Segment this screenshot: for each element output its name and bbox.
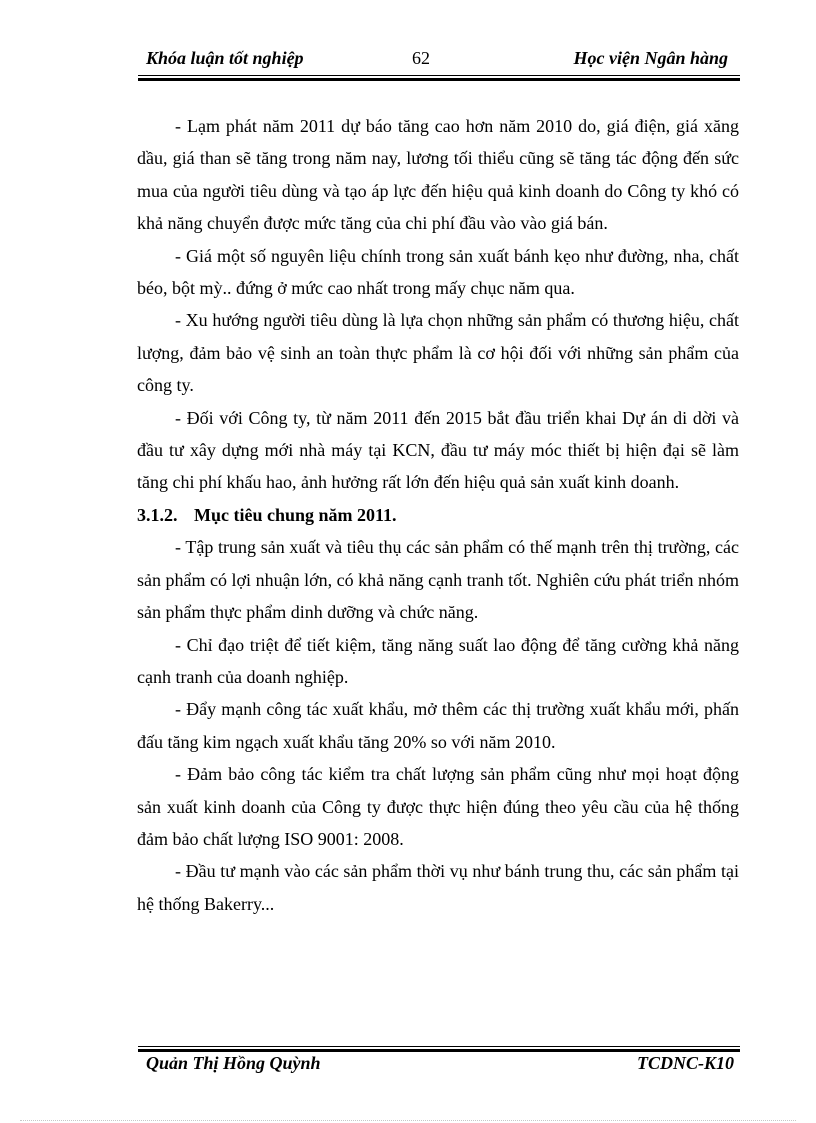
paragraph-cost-saving: - Chỉ đạo triệt để tiết kiệm, tăng năng suất lao động để tăng cường khả năng cạnh tranh của doanh nghiệp. — [137, 634, 739, 687]
paragraph-focus-production: - Tập trung sản xuất và tiêu thụ các sản phẩm có thế mạnh trên thị trường, các sản phẩm có lợi nhuận lớn, có khả năng cạnh tranh tốt. Nghiên cứu phát triển nhóm sản phẩm thực phẩm dinh dưỡng và chức năng. — [137, 537, 739, 623]
paragraph-quality-control: - Đảm bảo công tác kiểm tra chất lượng sản phẩm cũng như mọi hoạt động sản xuất kinh doanh của Công ty được thực hiện đúng theo yêu cầu của hệ thống đảm bảo chất lượng ISO 9001: 2008. — [137, 764, 739, 849]
header-institution: Học viện Ngân hàng — [573, 48, 728, 68]
paragraph-material-prices: - Giá một số nguyên liệu chính trong sản xuất bánh kẹo như đường, nha, chất béo, bột mỳ.. đứng ở mức cao nhất trong mấy chục năm qua. — [137, 245, 739, 299]
section-number: 3.1.2. — [137, 504, 178, 525]
paragraph-seasonal-products: - Đầu tư mạnh vào các sản phẩm thời vụ như bánh trung thu, các sản phẩm tại hệ thống Bakerry... — [137, 861, 739, 914]
paragraph-inflation: - Lạm phát năm 2011 dự báo tăng cao hơn năm 2010 do, giá điện, giá xăng dầu, giá than sẽ tăng trong năm nay, lương tối thiểu cũng sẽ tăng tác động đến sức mua của người tiêu dùng và tạo áp lực đến hiệu quả kinh doanh do Công ty khó có khả năng chuyển được mức tăng của chi phí đầu vào vào giá bán. — [137, 116, 739, 234]
footer-author: Quản Thị Hồng Quỳnh — [146, 1053, 321, 1073]
page-body — [137, 110, 739, 920]
section-heading — [137, 499, 739, 531]
footer-class-code: TCDNC-K10 — [636, 1053, 734, 1073]
page-footer — [138, 1053, 740, 1077]
section-title: Mục tiêu chung năm 2011. — [194, 504, 397, 525]
paragraph-relocation-project: - Đối với Công ty, từ năm 2011 đến 2015 bắt đầu triển khai Dự án di dời và đầu tư xây dựng mới nhà máy tại KCN, đầu tư máy móc thiết bị hiện đại sẽ làm tăng chi phí khấu hao, ảnh hưởng rất lớn đến hiệu quả sản xuất kinh doanh. — [137, 407, 739, 493]
page-bottom-border — [20, 1120, 796, 1121]
page-number: 62 — [412, 48, 430, 68]
header-divider — [138, 75, 740, 81]
page-header — [138, 48, 740, 72]
paragraph-export: - Đẩy mạnh công tác xuất khẩu, mở thêm các thị trường xuất khẩu mới, phấn đấu tăng kim ngạch xuất khẩu tăng 20% so với năm 2010. — [137, 699, 739, 752]
footer-divider — [138, 1046, 740, 1052]
paragraph-consumer-trend: - Xu hướng người tiêu dùng là lựa chọn những sản phẩm có thương hiệu, chất lượng, đảm bảo vệ sinh an toàn thực phẩm là cơ hội đối với những sản phẩm của công ty. — [137, 310, 739, 396]
header-thesis-title: Khóa luận tốt nghiệp — [146, 48, 304, 68]
